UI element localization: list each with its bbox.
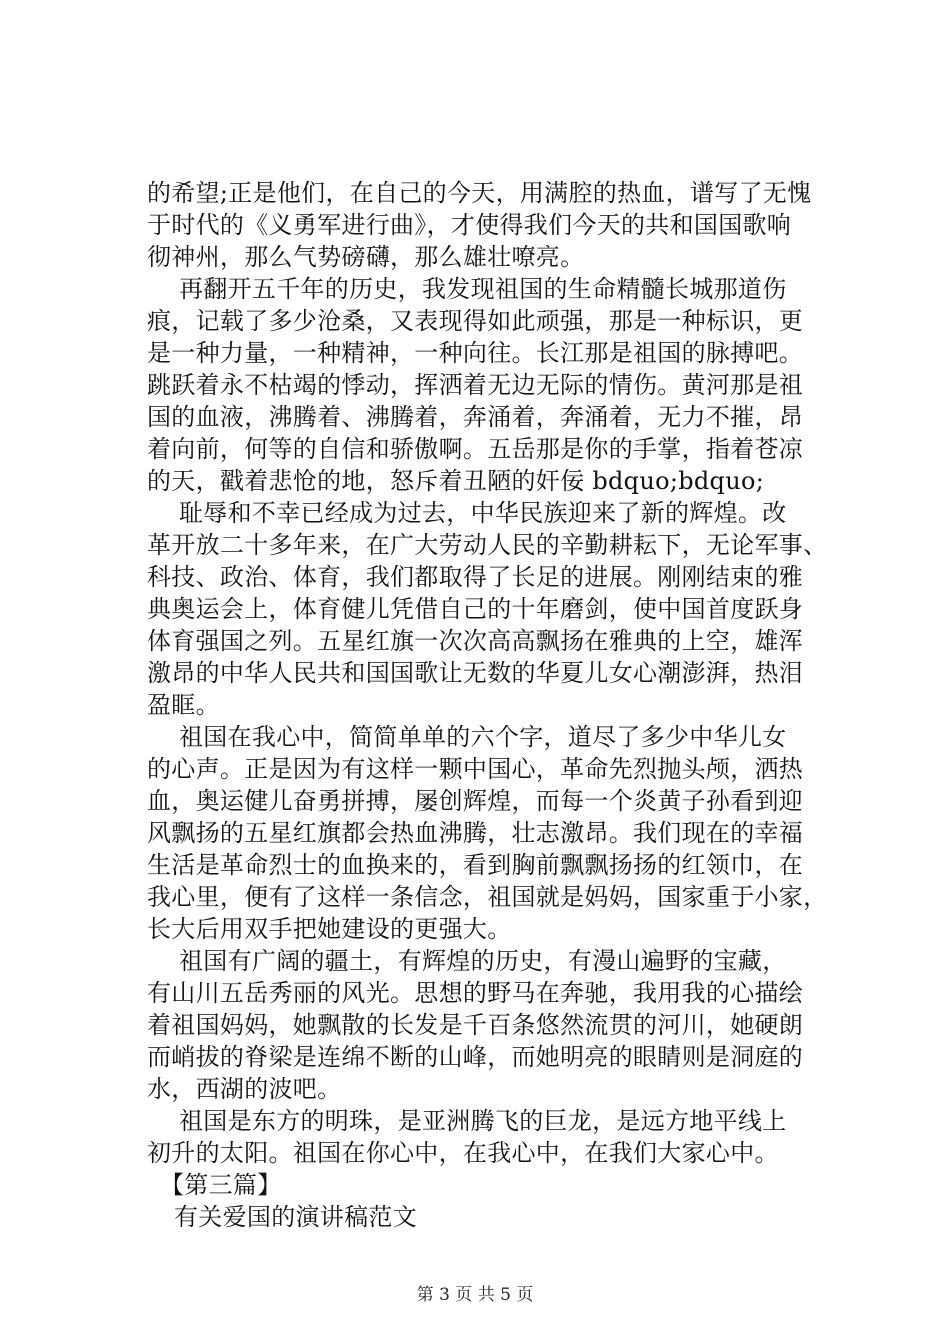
text-line: 祖国是东方的明珠，是亚洲腾飞的巨龙，是远方地平线上 (179, 1107, 787, 1135)
text-line: 水，西湖的波吧。 (147, 1075, 342, 1103)
text-line: 体育强国之列。五星红旗一次次高高飘扬在雅典的上空，雄浑 (147, 627, 804, 655)
text-line: 是一种力量，一种精神，一种向往。长江那是祖国的脉搏吧。 (147, 339, 804, 367)
text-line: 典奥运会上，体育健儿凭借自己的十年磨剑，使中国首度跃身 (147, 595, 804, 623)
text-line: 风飘扬的五星红旗都会热血沸腾，壮志激昂。我们现在的幸福 (147, 819, 804, 847)
text-line: 盈眶。 (147, 691, 220, 719)
text-line: 跳跃着永不枯竭的悸动，挥洒着无边无际的情伤。黄河那是祖 (147, 371, 804, 399)
text-line: 再翻开五千年的历史，我发现祖国的生命精髓长城那道伤 (179, 275, 787, 303)
text-line: 国的血液，沸腾着、沸腾着，奔涌着，奔涌着，无力不摧，昂 (147, 403, 804, 431)
section-heading: 【第三篇】 (160, 1171, 282, 1199)
text-line: 血，奥运健儿奋勇拼搏，屡创辉煌，而每一个炎黄子孙看到迎 (147, 787, 804, 815)
text-line: 有山川五岳秀丽的风光。思想的野马在奔驰，我用我的心描绘 (147, 979, 804, 1007)
text-line: 而峭拔的脊梁是连绵不断的山峰，而她明亮的眼睛则是洞庭的 (147, 1043, 804, 1071)
text-line: 彻神州，那么气势磅礴，那么雄壮嘹亮。 (147, 243, 585, 271)
text-line: 于时代的《义勇军进行曲》，才使得我们今天的共和国国歌响 (147, 211, 792, 239)
text-line: 激昂的中华人民共和国国歌让无数的华夏儿女心潮澎湃，热泪 (147, 659, 804, 687)
text-line: 的心声。正是因为有这样一颗中国心，革命先烈抛头颅，洒热 (147, 755, 804, 783)
text-line: 祖国有广阔的疆土，有辉煌的历史，有漫山遍野的宝藏， (179, 947, 787, 975)
text-line: 革开放二十多年来，在广大劳动人民的辛勤耕耘下，无论军事、 (147, 531, 828, 559)
text-line: 生活是革命烈士的血换来的，看到胸前飘飘扬扬的红领巾，在 (147, 851, 804, 879)
text-line: 着向前，何等的自信和骄傲啊。五岳那是你的手掌，指着苍凉 (147, 435, 804, 463)
page-number-footer: 第 3 页 共 5 页 (416, 1285, 534, 1305)
text-line: 初升的太阳。祖国在你心中，在我心中，在我们大家心中。 (147, 1139, 779, 1167)
text-line: 痕，记载了多少沧桑，又表现得如此顽强，那是一种标识，更 (147, 307, 804, 335)
text-line: 的希望;正是他们，在自己的今天，用满腔的热血，谱写了无愧 (147, 179, 812, 207)
text-line: 长大后用双手把她建设的更强大。 (147, 915, 512, 943)
text-line: 着祖国妈妈，她飘散的长发是千百条悠然流贯的河川，她硬朗 (147, 1011, 804, 1039)
text-line: 祖国在我心中，简简单单的六个字，道尽了多少中华儿女 (179, 723, 787, 751)
text-line: 科技、政治、体育，我们都取得了长足的进展。刚刚结束的雅 (147, 563, 804, 591)
text-line: 的天，戳着悲怆的地，怒斥着丑陋的奸佞 bdquo;bdquo; (147, 467, 765, 495)
document-title: 有关爱国的演讲稿范文 (174, 1203, 417, 1231)
text-line: 耻辱和不幸已经成为过去，中华民族迎来了新的辉煌。改 (179, 499, 787, 527)
text-line: 我心里，便有了这样一条信念，祖国就是妈妈，国家重于小家， (147, 883, 828, 911)
